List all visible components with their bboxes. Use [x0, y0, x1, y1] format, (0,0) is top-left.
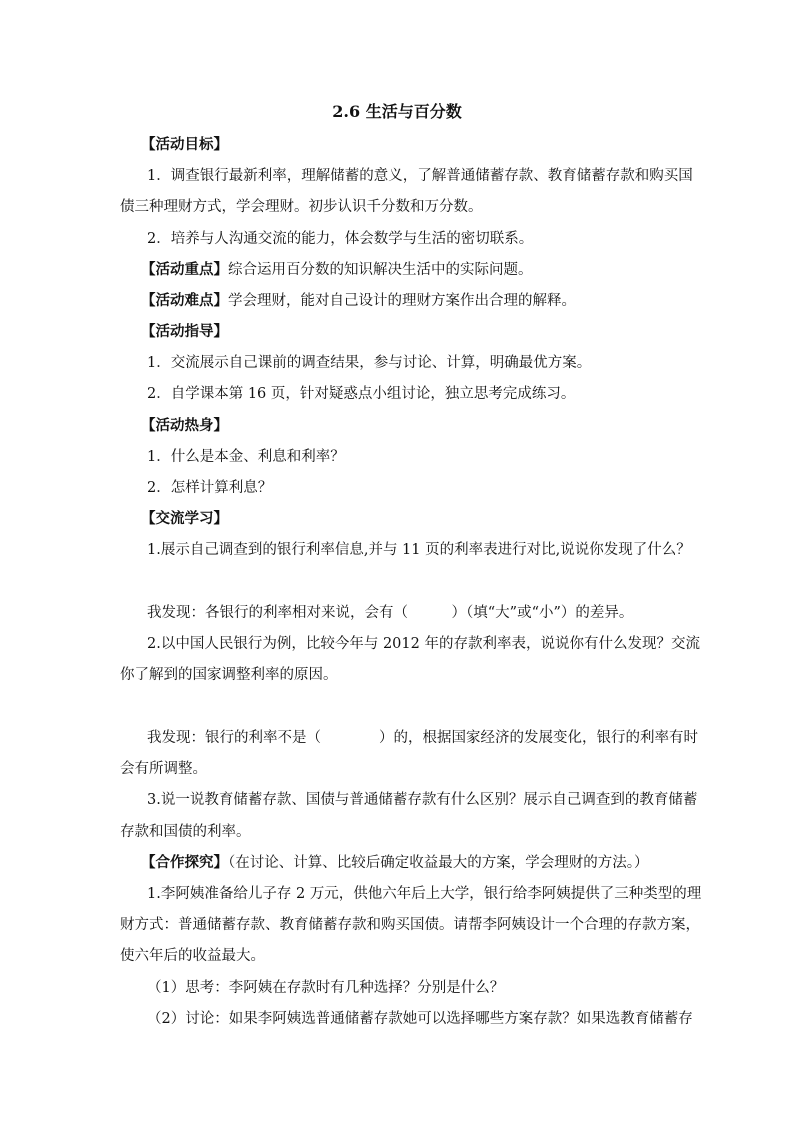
explore-paragraph — [141, 853, 701, 873]
objective-1-line-2: 债三种理财方式，学会理财。初步认识千分数和万分数。 — [120, 199, 483, 215]
guidance-item-1: 1．交流展示自己课前的调查结果，参与讨论、计算，明确最优方案。 — [147, 355, 592, 371]
guidance-heading: 【活动指导】 — [141, 323, 228, 340]
explore-problem-line-1: 1.李阿姨准备给儿子存 2 万元，供他六年后上大学，银行给李阿姨提供了三种类型的理 — [147, 886, 702, 902]
explore-problem-line-3: 使六年后的收益最大。 — [120, 948, 265, 964]
guidance-item-2: 2．自学课本第 16 页，针对疑惑点小组讨论，独立思考完成练习。 — [147, 386, 576, 402]
page-title: 2.6 生活与百分数 — [332, 102, 462, 121]
exchange-question-3-line-1: 3.说一说教育储蓄存款、国债与普通储蓄存款有什么区别？展示自己调查到的教育储蓄 — [147, 792, 698, 808]
exchange-heading: 【交流学习】 — [141, 510, 228, 527]
exchange-finding-2-line-1: 我发现：银行的利率不是（ ）的，根据国家经济的发展变化，银行的利率有时 — [147, 730, 698, 746]
key-point-text: 综合运用百分数的知识解决生活中的实际问题。 — [228, 262, 533, 278]
explore-sub-question-2: （2）讨论：如果李阿姨选普通储蓄存款她可以选择哪些方案存款？如果选教育储蓄存 — [147, 1011, 693, 1027]
explore-sub-question-1: （1）思考：李阿姨在存款时有几种选择？分别是什么？ — [147, 980, 505, 996]
exchange-question-2-line-2: 你了解到的国家调整利率的原因。 — [120, 667, 338, 683]
warmup-item-1: 1．什么是本金、利息和利率？ — [147, 449, 345, 465]
key-point-paragraph — [141, 260, 701, 280]
explore-label: 【合作探究】 — [141, 854, 228, 871]
difficulty-text: 学会理财，能对自己设计的理财方案作出合理的解释。 — [228, 293, 576, 309]
warmup-item-2: 2．怎样计算利息？ — [147, 480, 273, 496]
key-point-label: 【活动重点】 — [141, 261, 228, 278]
exchange-finding-1: 我发现：各银行的利率相对来说，会有（ ）（填“大”或“小”）的差异。 — [147, 605, 634, 621]
difficulty-paragraph — [141, 291, 701, 311]
explore-problem-line-2: 财方式：普通储蓄存款、教育储蓄存款和购买国债。请帮李阿姨设计一个合理的存款方案， — [120, 917, 700, 933]
objective-1-line-1: 1．调查银行最新利率，理解储蓄的意义，了解普通储蓄存款、教育储蓄存款和购买国 — [147, 168, 693, 184]
warmup-heading: 【活动热身】 — [141, 417, 228, 434]
objectives-heading: 【活动目标】 — [141, 136, 228, 153]
exchange-finding-2-line-2: 会有所调整。 — [120, 761, 207, 777]
difficulty-label: 【活动难点】 — [141, 292, 228, 309]
exchange-question-2-line-1: 2.以中国人民银行为例，比较今年与 2012 年的存款利率表，说说你有什么发现？交流 — [147, 636, 700, 652]
exchange-question-1: 1.展示自己调查到的银行利率信息,并与 11 页的利率表进行对比,说说你发现了什么？ — [147, 542, 691, 558]
exchange-question-3-line-2: 存款和国债的利率。 — [120, 824, 251, 840]
objective-2: 2．培养与人沟通交流的能力，体会数学与生活的密切联系。 — [147, 231, 534, 247]
explore-note: （在讨论、计算、比较后确定收益最大的方案，学会理财的方法。） — [228, 855, 649, 871]
